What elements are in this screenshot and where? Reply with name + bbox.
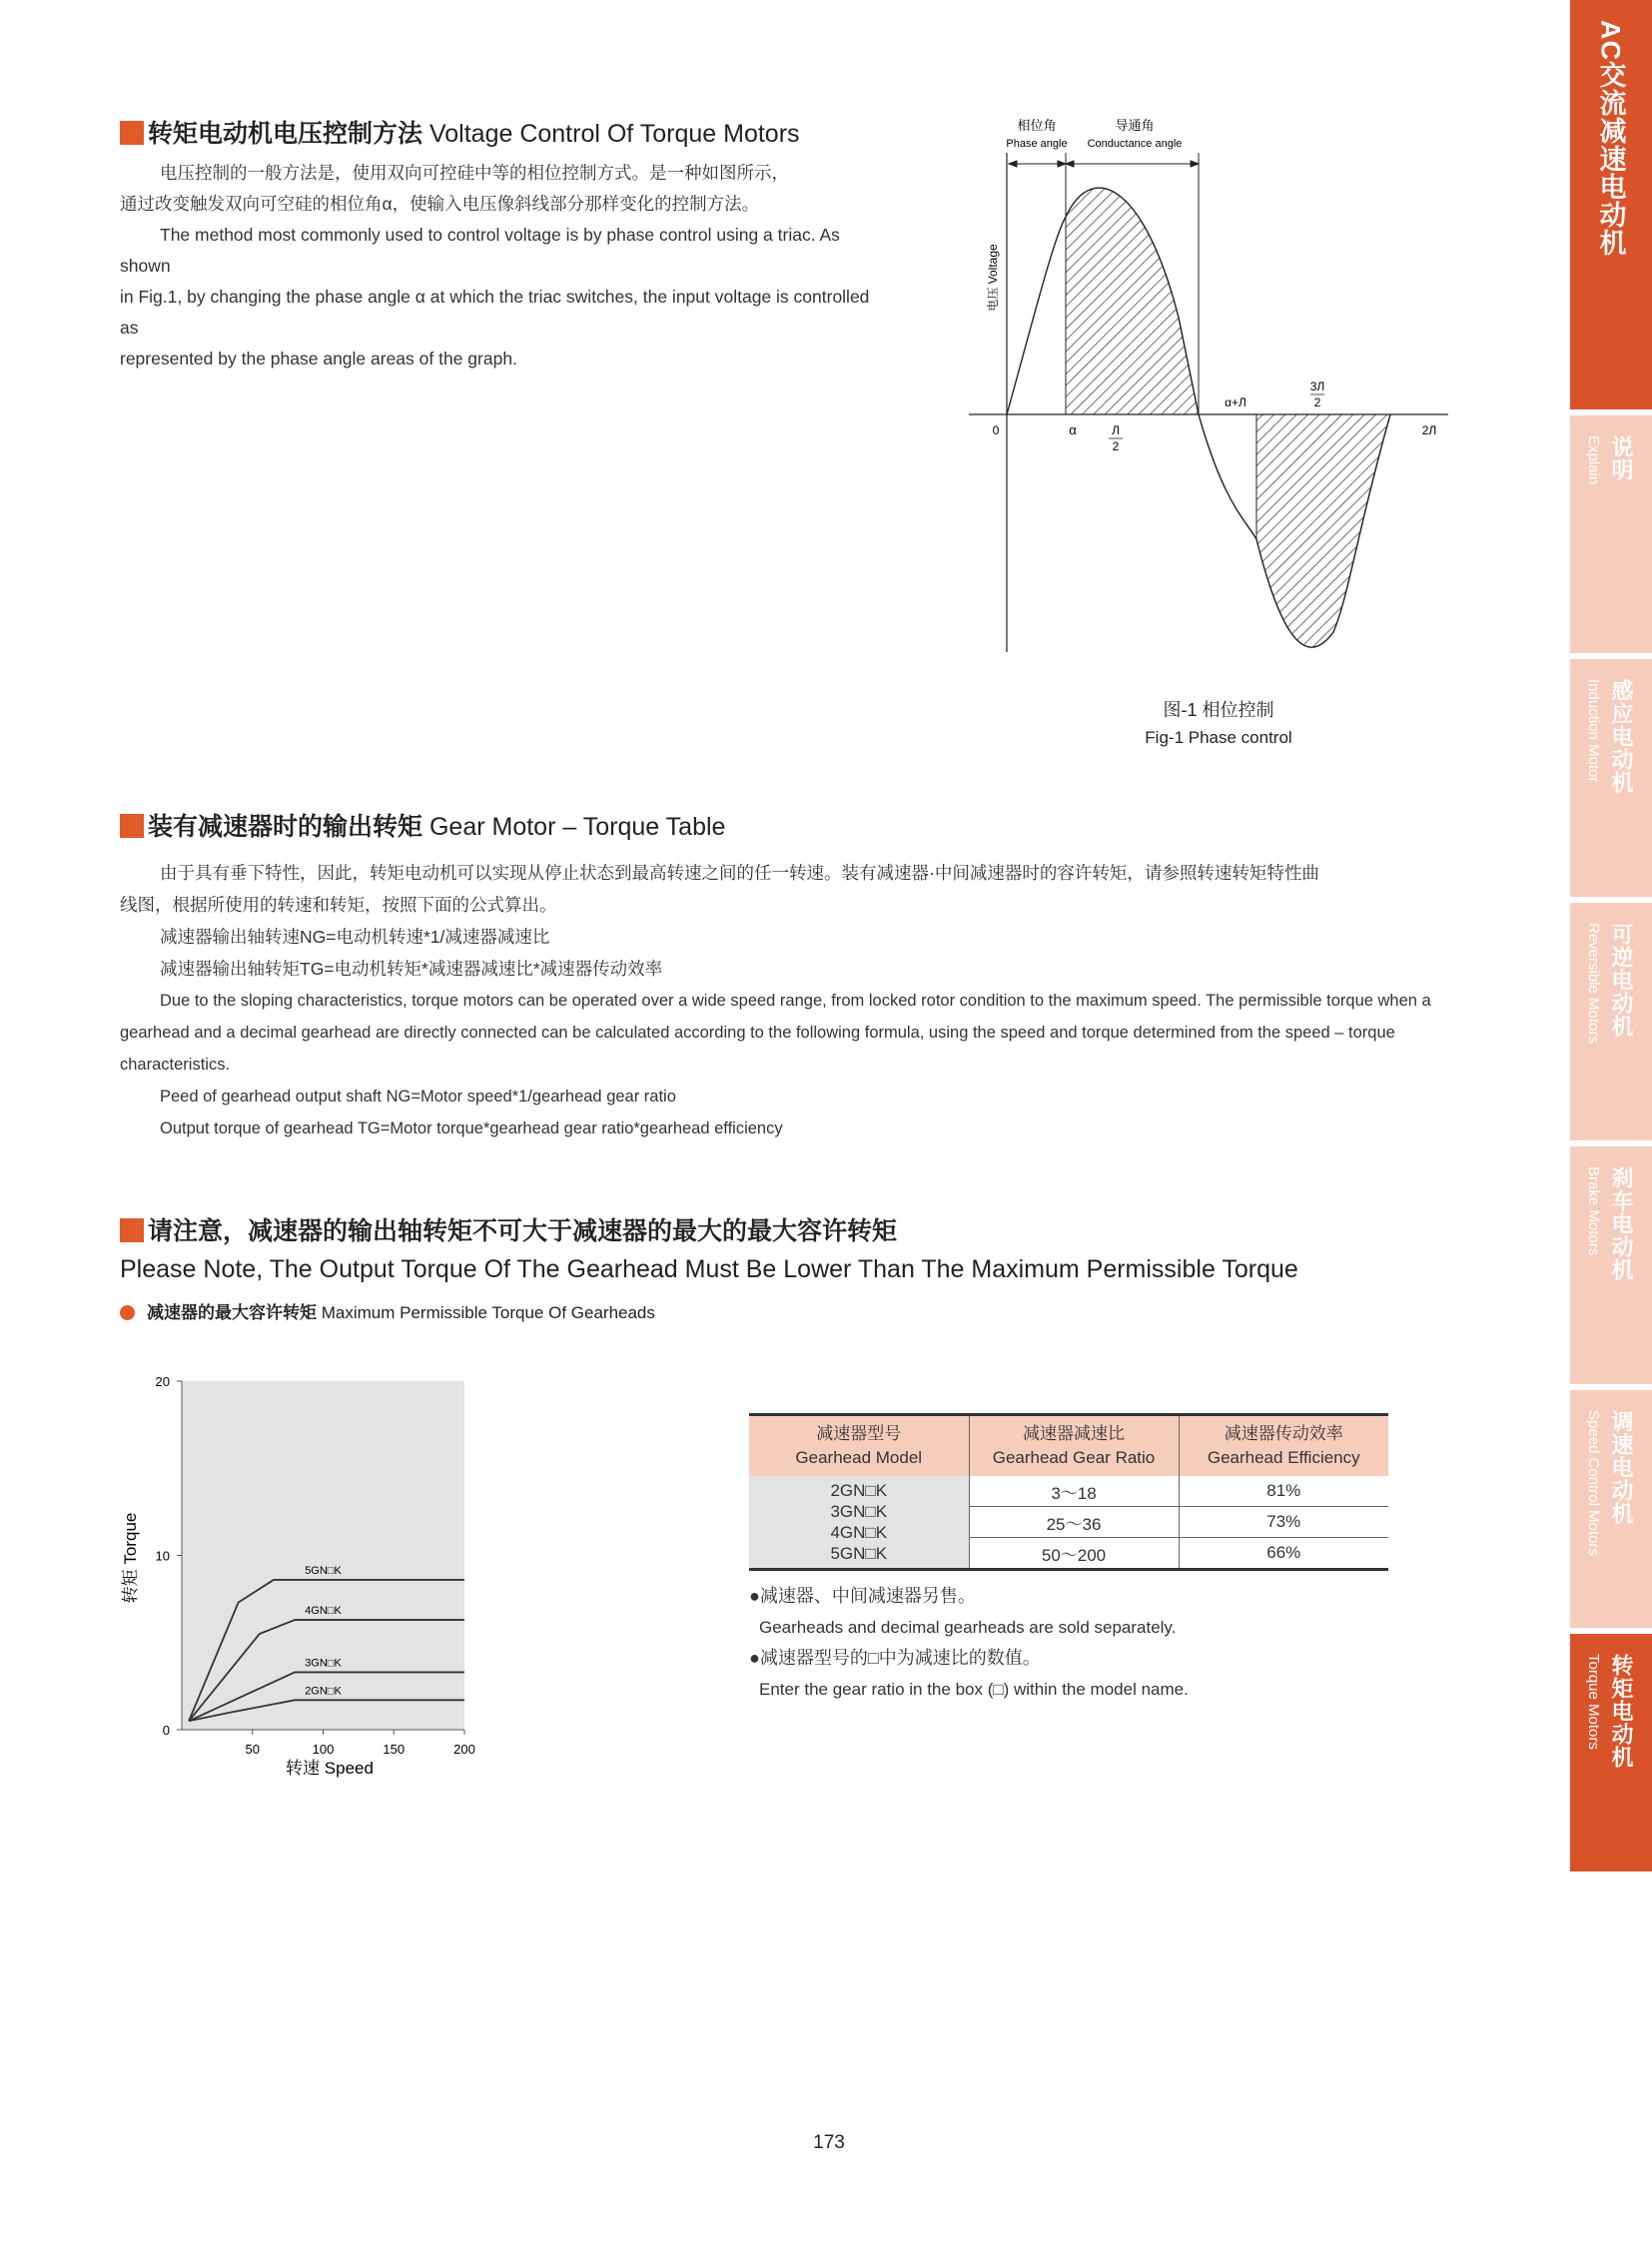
- tab-label: AC交流减速电动机: [1595, 20, 1626, 257]
- tab-torque-motors[interactable]: [1570, 1634, 1652, 1871]
- conductance-angle-label-en: Conductance angle: [1087, 138, 1183, 150]
- tab-induction-motor[interactable]: [1570, 659, 1652, 897]
- efficiency-cell: 66%: [1179, 1538, 1388, 1569]
- tick-pi-half-den: 2: [1112, 439, 1120, 453]
- phase-angle-label-zh: 相位角: [1017, 118, 1057, 133]
- header-efficiency: 减速器传动效率 Gearhead Efficiency: [1179, 1416, 1388, 1476]
- note-gear-ratio-en: Enter the gear ratio in the box (□) within the model name.: [759, 1680, 1189, 1699]
- section-voltage-control-title: 转矩电动机电压控制方法 Voltage Control Of Torque Motors: [120, 114, 800, 150]
- ratio-cell: 3～18: [969, 1476, 1179, 1507]
- tab-label: 可逆电动机: [1609, 923, 1634, 1038]
- tab-label: 感应电动机: [1609, 679, 1634, 794]
- tab-brake-motors[interactable]: [1570, 1146, 1652, 1384]
- please-note-english-title: Please Note, The Output Torque Of The Gearhead Must Be Lower Than The Maximum Permissible Torque: [120, 1255, 1298, 1283]
- table-row: [749, 1476, 1388, 1507]
- conductance-angle-label-zh: 导通角: [1115, 118, 1155, 133]
- header-gearhead-model: 减速器型号 Gearhead Model: [749, 1416, 969, 1476]
- series-label: 2GN□K: [305, 1685, 342, 1698]
- series-label: 5GN□K: [305, 1564, 342, 1577]
- tab-label: 转矩电动机: [1609, 1654, 1634, 1769]
- tab-label: 刹车电动机: [1609, 1166, 1634, 1281]
- tick-3pi-half-den: 2: [1313, 395, 1321, 409]
- orange-square-marker: [120, 1218, 144, 1242]
- gear-motor-torque-text: 由于具有垂下特性，因此，转矩电动机可以实现从停止状态到最高转速之间的任一转速。装有减速器·中间减速器时的容许转矩，请参照转速转矩特性曲 线图，根据所使用的转速和转矩，按照下面的公式算出。 减速器输出轴转速NG=电动机转速*1/减速器减速比 减速器输出轴转矩TG=电动机转矩*减速器减速比*减速器传动效率 Due to the sloping characteristics, torque motors can be operated over a wide speed range, from locked rotor condition to the maximum speed. The permissible torque when a gearhead and a decimal gearhead are directly connected can be calculated according to the following formula, using the speed and torque determined from the speed – torque characteristics. Peed of gearhead output shaft NG=Motor speed*1/gearhead gear ratio Output torque of gearhead TG=Motor torque*gearhead gear ratio*gearhead efficiency: [120, 863, 1431, 1137]
- tab-label: 说明: [1609, 435, 1634, 481]
- voltage-axis-label: 电压 Voltage: [986, 244, 1000, 312]
- tick-3pi-half-num: 3Л: [1309, 379, 1325, 393]
- tab-label-en: Reversible Motors: [1585, 923, 1602, 1044]
- voltage-control-text: 电压控制的一般方法是，使用双向可控硅中等的相位控制方式。是一种如图所示， 通过改变触发双向可空硅的相位角α，使输入电压像斜线部分那样变化的控制方法。 The method most commonly used to control voltage is by phase control using a triac. As shown in Fig.1, by changing the phase angle α at which the triac switches, the input voltage is controlled as represented by the phase angle areas of the graph.: [120, 163, 870, 369]
- chart-y-axis-label: 转矩 Torque: [121, 1512, 140, 1604]
- figure1-caption: 图-1 相位控制 Fig-1 Phase control: [1145, 700, 1292, 747]
- section-please-note-title: 请注意，减速器的输出轴转矩不可大于减速器的最大的最大容许转矩: [120, 1211, 897, 1247]
- x-tick-label: 200: [453, 1742, 475, 1757]
- tab-label-en: Brake Motors: [1585, 1166, 1602, 1256]
- header-gear-ratio: 减速器减速比 Gearhead Gear Ratio: [969, 1416, 1179, 1476]
- tab-explain[interactable]: [1570, 415, 1652, 653]
- efficiency-cell: 81%: [1266, 1481, 1301, 1500]
- x-tick-label: 150: [383, 1742, 406, 1757]
- table-header-row: [749, 1416, 1388, 1476]
- orange-bullet-icon: [120, 1305, 135, 1320]
- tick-pi-half-num: Л: [1112, 423, 1120, 437]
- orange-square-marker: [120, 814, 144, 838]
- note-sold-separately-en: Gearheads and decimal gearheads are sold separately.: [759, 1618, 1177, 1637]
- y-tick-label: 0: [162, 1723, 170, 1738]
- orange-square-marker: [120, 121, 144, 145]
- positive-conduction-area: [1066, 188, 1199, 414]
- tick-zero: 0: [992, 423, 1000, 437]
- tab-speed-control-motors[interactable]: [1570, 1390, 1652, 1628]
- tab-label-en: Induction Motor: [1585, 679, 1602, 783]
- ratio-cell: 50～200: [969, 1538, 1179, 1569]
- tick-2pi: 2Л: [1421, 423, 1437, 437]
- ratio-cell: 25～36: [969, 1507, 1179, 1538]
- note-sold-separately-zh: ●减速器、中间减速器另售。: [749, 1586, 976, 1606]
- phase-control-figure: [959, 108, 1458, 667]
- angle-span-arrows: [1009, 161, 1199, 167]
- gearhead-notes: [749, 1581, 1388, 1705]
- gearhead-table: [749, 1413, 1388, 1571]
- tab-ac-gear-motors[interactable]: [1570, 0, 1652, 409]
- tick-alpha-plus-pi: α+Л: [1225, 395, 1246, 409]
- series-label: 3GN□K: [305, 1657, 342, 1670]
- page-number: 173: [813, 2132, 845, 2153]
- tick-alpha: α: [1069, 422, 1077, 437]
- y-tick-label: 20: [155, 1374, 170, 1389]
- y-tick-label: 10: [155, 1548, 170, 1564]
- series-label: 4GN□K: [305, 1605, 342, 1618]
- tab-label-en: Speed Control Motors: [1585, 1410, 1602, 1556]
- x-tick-label: 50: [245, 1742, 260, 1757]
- negative-conduction-area: [1256, 414, 1390, 647]
- phase-angle-label-en: Phase angle: [1006, 138, 1068, 150]
- chart-x-axis-label: 转速 Speed: [286, 1759, 374, 1778]
- max-torque-chart: [110, 1368, 589, 1788]
- x-tick-label: 100: [312, 1742, 335, 1757]
- tab-label-en: Explain: [1585, 435, 1602, 485]
- model-list-cell: 2GN□K 3GN□K 4GN□K 5GN□K: [749, 1476, 969, 1568]
- note-gear-ratio-zh: ●减速器型号的□中为减速比的数值。: [749, 1648, 1041, 1668]
- tab-reversible-motors[interactable]: [1570, 903, 1652, 1140]
- max-torque-bullet: 减速器的最大容许转矩 Maximum Permissible Torque Of Gearheads: [120, 1298, 655, 1323]
- section-gear-motor-torque-title: 装有减速器时的输出转矩 Gear Motor – Torque Table: [120, 807, 725, 843]
- tab-label: 调速电动机: [1609, 1410, 1634, 1525]
- tab-label-en: Torque Motors: [1585, 1654, 1602, 1750]
- efficiency-cell: 73%: [1179, 1507, 1388, 1538]
